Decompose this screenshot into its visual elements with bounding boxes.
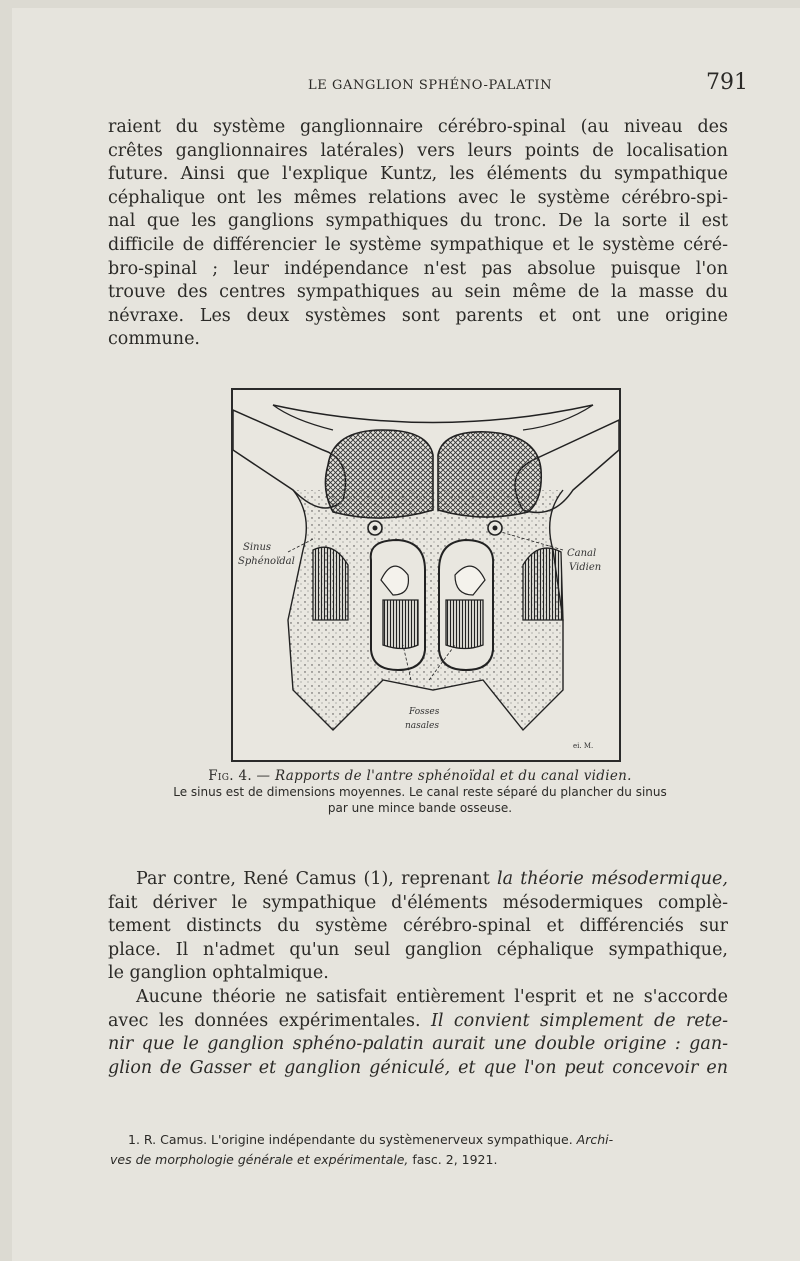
text-run: Par contre, René Camus (1), reprenant [136, 869, 497, 889]
footnote-line-2 [110, 1150, 730, 1170]
paragraph-1 [108, 116, 728, 352]
label-fosses: Fosses [409, 707, 440, 717]
label-sinus: Sinus [243, 542, 272, 553]
paragraph-2 [108, 868, 728, 1080]
text-run: avec les données expérimentales. [108, 1010, 431, 1031]
caption-desc-1: Le sinus est de dimensions moyennes. Le canal reste séparé du plancher du sinus [173, 785, 667, 799]
text-line: céphalique ont les mêmes relations avec le système cérébro-spi- [108, 187, 728, 208]
text-line: névraxe. Les deux systèmes sont parents et ont une origine [108, 305, 728, 326]
text-line: difficile de différencier le système sympathique et le système céré- [108, 234, 728, 255]
footnote-line-1 [110, 1130, 730, 1150]
caption-title: Rapports de l'antre sphénoïdal et du canal vidien. [274, 768, 632, 784]
text-line [108, 868, 728, 892]
caption-dash: — [256, 768, 275, 784]
page-number: 791 [706, 70, 748, 95]
text-line: tement distincts du système cérébro-spinal et différenciés sur [108, 916, 728, 937]
page-header [0, 68, 800, 98]
italic-run: Archi- [576, 1132, 614, 1147]
text-line: bro-spinal ; leur indépendance n'est pas absolue puisque l'on [108, 258, 728, 279]
text-line: raient du système ganglionnaire cérébro-spinal (au niveau des [108, 117, 728, 137]
label-sphenoidal: Sphénoïdal [238, 556, 295, 567]
italic-run: la théorie mésodermique, [496, 869, 728, 889]
running-title: LE GANGLION SPHÉNO-PALATIN [308, 78, 553, 93]
caption-title-line [100, 768, 740, 784]
label-nasales: nasales [405, 721, 439, 731]
text-line: future. Ainsi que l'explique Kuntz, les éléments du sympathique [108, 164, 728, 185]
text-line: commune. [108, 329, 200, 350]
footnote [110, 1130, 730, 1170]
text-line: nir que le ganglion sphéno-palatin aurait une double origine : gan- [108, 1034, 728, 1055]
text-line: Aucune théorie ne satisfait entièrement l'esprit et ne s'accorde [136, 986, 728, 1007]
figure-caption [100, 768, 740, 816]
text-line: nal que les ganglions sympathiques du tronc. De la sorte il est [108, 211, 728, 232]
label-canal: Canal [567, 548, 597, 559]
caption-figure-number: Fig. 4. [208, 768, 252, 784]
sphenoid-sinus-drawing [233, 390, 619, 760]
text-line: crêtes ganglionnaires latérales) vers leurs points de localisation [108, 140, 728, 161]
text-line: fait dériver le sympathique d'éléments mésodermiques complè- [108, 892, 728, 913]
italic-run: ves de morphologie générale et expérimentale, [110, 1152, 409, 1167]
text-line: place. Il n'admet qu'un seul ganglion céphalique sympathique, [108, 939, 728, 960]
italic-run: Il convient simplement de rete- [430, 1010, 728, 1031]
text-run: fasc. 2, 1921. [408, 1152, 498, 1167]
text-run: 1. R. Camus. L'origine indépendante du systèmenerveux sympathique. [128, 1132, 577, 1147]
text-line [108, 1010, 728, 1034]
caption-desc-2: par une mince bande osseuse. [327, 801, 513, 815]
artist-initials: ei. M. [573, 742, 594, 750]
label-vidien: Vidien [569, 562, 602, 573]
text-line: glion de Gasser et ganglion géniculé, et que l'on peut concevoir en [108, 1057, 728, 1078]
anatomical-figure [231, 388, 621, 762]
text-line: le ganglion ophtalmique. [108, 963, 329, 984]
text-line: trouve des centres sympathiques au sein même de la masse du [108, 282, 728, 303]
